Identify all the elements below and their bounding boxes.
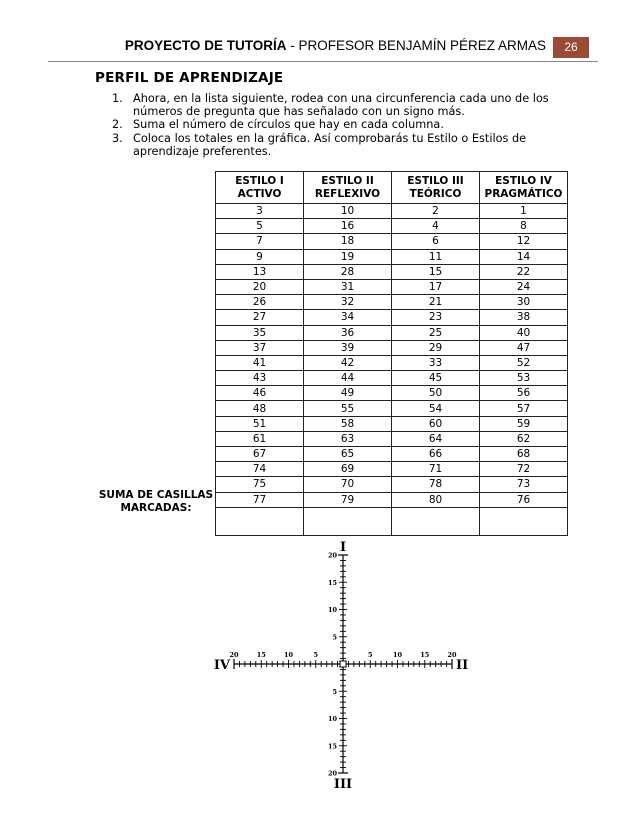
table-cell: 35 xyxy=(216,325,304,340)
instruction-item xyxy=(112,92,572,118)
table-cell: 75 xyxy=(216,477,304,492)
table-cell: 48 xyxy=(216,401,304,416)
table-row xyxy=(216,325,568,340)
tick-label-down: 20 xyxy=(327,769,337,778)
table-cell: 30 xyxy=(480,295,568,310)
tick-label-up: 5 xyxy=(332,633,337,642)
sum-row xyxy=(216,507,568,535)
table-cell: 50 xyxy=(392,386,480,401)
table-cell: 70 xyxy=(304,477,392,492)
tick-label-up: 10 xyxy=(327,606,337,614)
table-cell: 76 xyxy=(480,492,568,507)
learning-styles-graph xyxy=(210,535,490,795)
table-cell: 25 xyxy=(392,325,480,340)
header-divider xyxy=(48,61,598,62)
table-cell: 22 xyxy=(480,264,568,279)
table-cell: 69 xyxy=(304,462,392,477)
table-cell: 20 xyxy=(216,279,304,294)
table-row xyxy=(216,234,568,249)
table-cell: 58 xyxy=(304,416,392,431)
column-header-line: ACTIVO xyxy=(237,187,282,200)
table-row xyxy=(216,401,568,416)
table-cell: 78 xyxy=(392,477,480,492)
table-cell: 15 xyxy=(392,264,480,279)
sum-input-cell[interactable] xyxy=(304,507,392,535)
sum-input-cell[interactable] xyxy=(392,507,480,535)
table-cell: 49 xyxy=(304,386,392,401)
table-cell: 33 xyxy=(392,355,480,370)
page-header xyxy=(0,30,638,60)
section-title: PERFIL DE APRENDIZAJE xyxy=(95,70,284,86)
table-row xyxy=(216,249,568,264)
instruction-text: Ahora, en la lista siguiente, rodea con una circunferencia cada uno de los números de pregunta que has señalado con un signo más. xyxy=(133,92,549,119)
table-cell: 32 xyxy=(304,295,392,310)
table-cell: 63 xyxy=(304,431,392,446)
sum-label-line: SUMA DE CASILLAS xyxy=(98,489,214,501)
table-cell: 44 xyxy=(304,371,392,386)
table-cell: 9 xyxy=(216,249,304,264)
table-cell: 74 xyxy=(216,462,304,477)
table-row xyxy=(216,295,568,310)
tick-label-up: 15 xyxy=(327,578,337,587)
table-cell: 60 xyxy=(392,416,480,431)
column-header-activo xyxy=(216,172,304,204)
tick-label-right: 20 xyxy=(447,651,457,659)
table-cell: 28 xyxy=(304,264,392,279)
table-cell: 54 xyxy=(392,401,480,416)
axis-label-estilo-i: I xyxy=(339,540,347,555)
table-cell: 79 xyxy=(304,492,392,507)
table-cell: 13 xyxy=(216,264,304,279)
table-cell: 14 xyxy=(480,249,568,264)
column-header-pragmatico xyxy=(480,172,568,204)
table-row xyxy=(216,416,568,431)
table-cell: 43 xyxy=(216,371,304,386)
column-header-teorico xyxy=(392,172,480,204)
column-header-reflexivo xyxy=(304,172,392,204)
table-row xyxy=(216,310,568,325)
table-cell: 62 xyxy=(480,431,568,446)
column-header-line: ESTILO II xyxy=(321,174,374,187)
table-cell: 45 xyxy=(392,371,480,386)
table-cell: 36 xyxy=(304,325,392,340)
table-cell: 59 xyxy=(480,416,568,431)
tick-label-left: 10 xyxy=(283,651,294,659)
sum-input-cell[interactable] xyxy=(480,507,568,535)
table-cell: 71 xyxy=(392,462,480,477)
table-cell: 5 xyxy=(216,219,304,234)
table-cell: 16 xyxy=(304,219,392,234)
tick-label-left: 15 xyxy=(256,651,266,659)
tick-label-down: 10 xyxy=(327,715,337,723)
table-cell: 1 xyxy=(480,204,568,219)
tick-label-down: 5 xyxy=(332,687,337,696)
table-cell: 23 xyxy=(392,310,480,325)
table-cell: 80 xyxy=(392,492,480,507)
table-cell: 65 xyxy=(304,447,392,462)
table-cell: 10 xyxy=(304,204,392,219)
sum-label xyxy=(96,489,216,515)
table-cell: 51 xyxy=(216,416,304,431)
learning-styles-table xyxy=(215,171,568,536)
instruction-text: Coloca los totales en la gráfica. Así comprobarás tu Estilo o Estilos de aprendizaje preferentes. xyxy=(133,131,527,158)
table-body xyxy=(216,204,568,536)
column-header-line: ESTILO I xyxy=(235,174,284,187)
table-cell: 72 xyxy=(480,462,568,477)
table-row xyxy=(216,447,568,462)
instruction-number: 3. xyxy=(112,131,123,145)
table-row xyxy=(216,340,568,355)
table-cell: 53 xyxy=(480,371,568,386)
table-cell: 6 xyxy=(392,234,480,249)
column-header-line: PRAGMÁTICO xyxy=(484,187,563,200)
table-cell: 11 xyxy=(392,249,480,264)
table-row xyxy=(216,386,568,401)
instruction-number: 2. xyxy=(112,118,123,132)
sum-input-cell[interactable] xyxy=(216,507,304,535)
instruction-number: 1. xyxy=(112,92,123,105)
table-row xyxy=(216,462,568,477)
instructions-list xyxy=(112,92,572,158)
table-cell: 7 xyxy=(216,234,304,249)
table-cell: 67 xyxy=(216,447,304,462)
table-row xyxy=(216,431,568,446)
instruction-item xyxy=(112,118,572,131)
table-row xyxy=(216,355,568,370)
table-cell: 55 xyxy=(304,401,392,416)
table-cell: 66 xyxy=(392,447,480,462)
axis-label-estilo-iv: IV xyxy=(213,658,230,673)
table-cell: 17 xyxy=(392,279,480,294)
table-row xyxy=(216,219,568,234)
table-cell: 61 xyxy=(216,431,304,446)
table-cell: 37 xyxy=(216,340,304,355)
column-header-line: REFLEXIVO xyxy=(314,187,381,200)
table-row xyxy=(216,371,568,386)
table-cell: 19 xyxy=(304,249,392,264)
table-cell: 39 xyxy=(304,340,392,355)
tick-label-left: 20 xyxy=(229,651,239,659)
axis-origin-marker xyxy=(340,661,346,667)
table-cell: 21 xyxy=(392,295,480,310)
table-cell: 56 xyxy=(480,386,568,401)
instruction-item xyxy=(112,132,572,158)
axis-label-estilo-iii: III xyxy=(333,777,353,792)
table-cell: 46 xyxy=(216,386,304,401)
instruction-text: Suma el número de círculos que hay en cada columna. xyxy=(133,118,444,132)
table-row xyxy=(216,279,568,294)
table-cell: 34 xyxy=(304,310,392,325)
column-header-line: TEÓRICO xyxy=(409,187,462,200)
table-cell: 4 xyxy=(392,219,480,234)
column-header-line: ESTILO III xyxy=(407,174,464,187)
table-row xyxy=(216,204,568,219)
table-cell: 57 xyxy=(480,401,568,416)
header-title xyxy=(125,38,546,53)
table-cell: 8 xyxy=(480,219,568,234)
table-row xyxy=(216,492,568,507)
tick-label-right: 5 xyxy=(367,651,373,659)
table-cell: 2 xyxy=(392,204,480,219)
table-cell: 18 xyxy=(304,234,392,249)
tick-label-up: 20 xyxy=(327,551,337,560)
table-cell: 26 xyxy=(216,295,304,310)
tick-label-left: 5 xyxy=(313,651,319,659)
table-header-row xyxy=(216,172,568,204)
tick-label-right: 10 xyxy=(392,651,403,659)
tick-label-right: 15 xyxy=(420,651,430,659)
axis-label-estilo-ii: II xyxy=(456,658,469,673)
table-cell: 77 xyxy=(216,492,304,507)
table-cell: 42 xyxy=(304,355,392,370)
table-cell: 52 xyxy=(480,355,568,370)
table-cell: 41 xyxy=(216,355,304,370)
header-title-rest: - PROFESOR BENJAMÍN PÉREZ ARMAS xyxy=(286,38,546,53)
table-cell: 73 xyxy=(480,477,568,492)
table-row xyxy=(216,477,568,492)
tick-label-down: 15 xyxy=(327,742,337,751)
table-cell: 47 xyxy=(480,340,568,355)
table-cell: 29 xyxy=(392,340,480,355)
table-cell: 24 xyxy=(480,279,568,294)
table-cell: 3 xyxy=(216,204,304,219)
table-cell: 68 xyxy=(480,447,568,462)
table-cell: 27 xyxy=(216,310,304,325)
table-cell: 40 xyxy=(480,325,568,340)
table-cell: 31 xyxy=(304,279,392,294)
page-number: 26 xyxy=(553,37,589,58)
table-cell: 64 xyxy=(392,431,480,446)
sum-label-line: MARCADAS: xyxy=(120,502,192,514)
table-cell: 12 xyxy=(480,234,568,249)
column-header-line: ESTILO IV xyxy=(495,174,552,187)
header-title-bold: PROYECTO DE TUTORÍA xyxy=(124,38,287,53)
table-cell: 38 xyxy=(480,310,568,325)
table-row xyxy=(216,264,568,279)
